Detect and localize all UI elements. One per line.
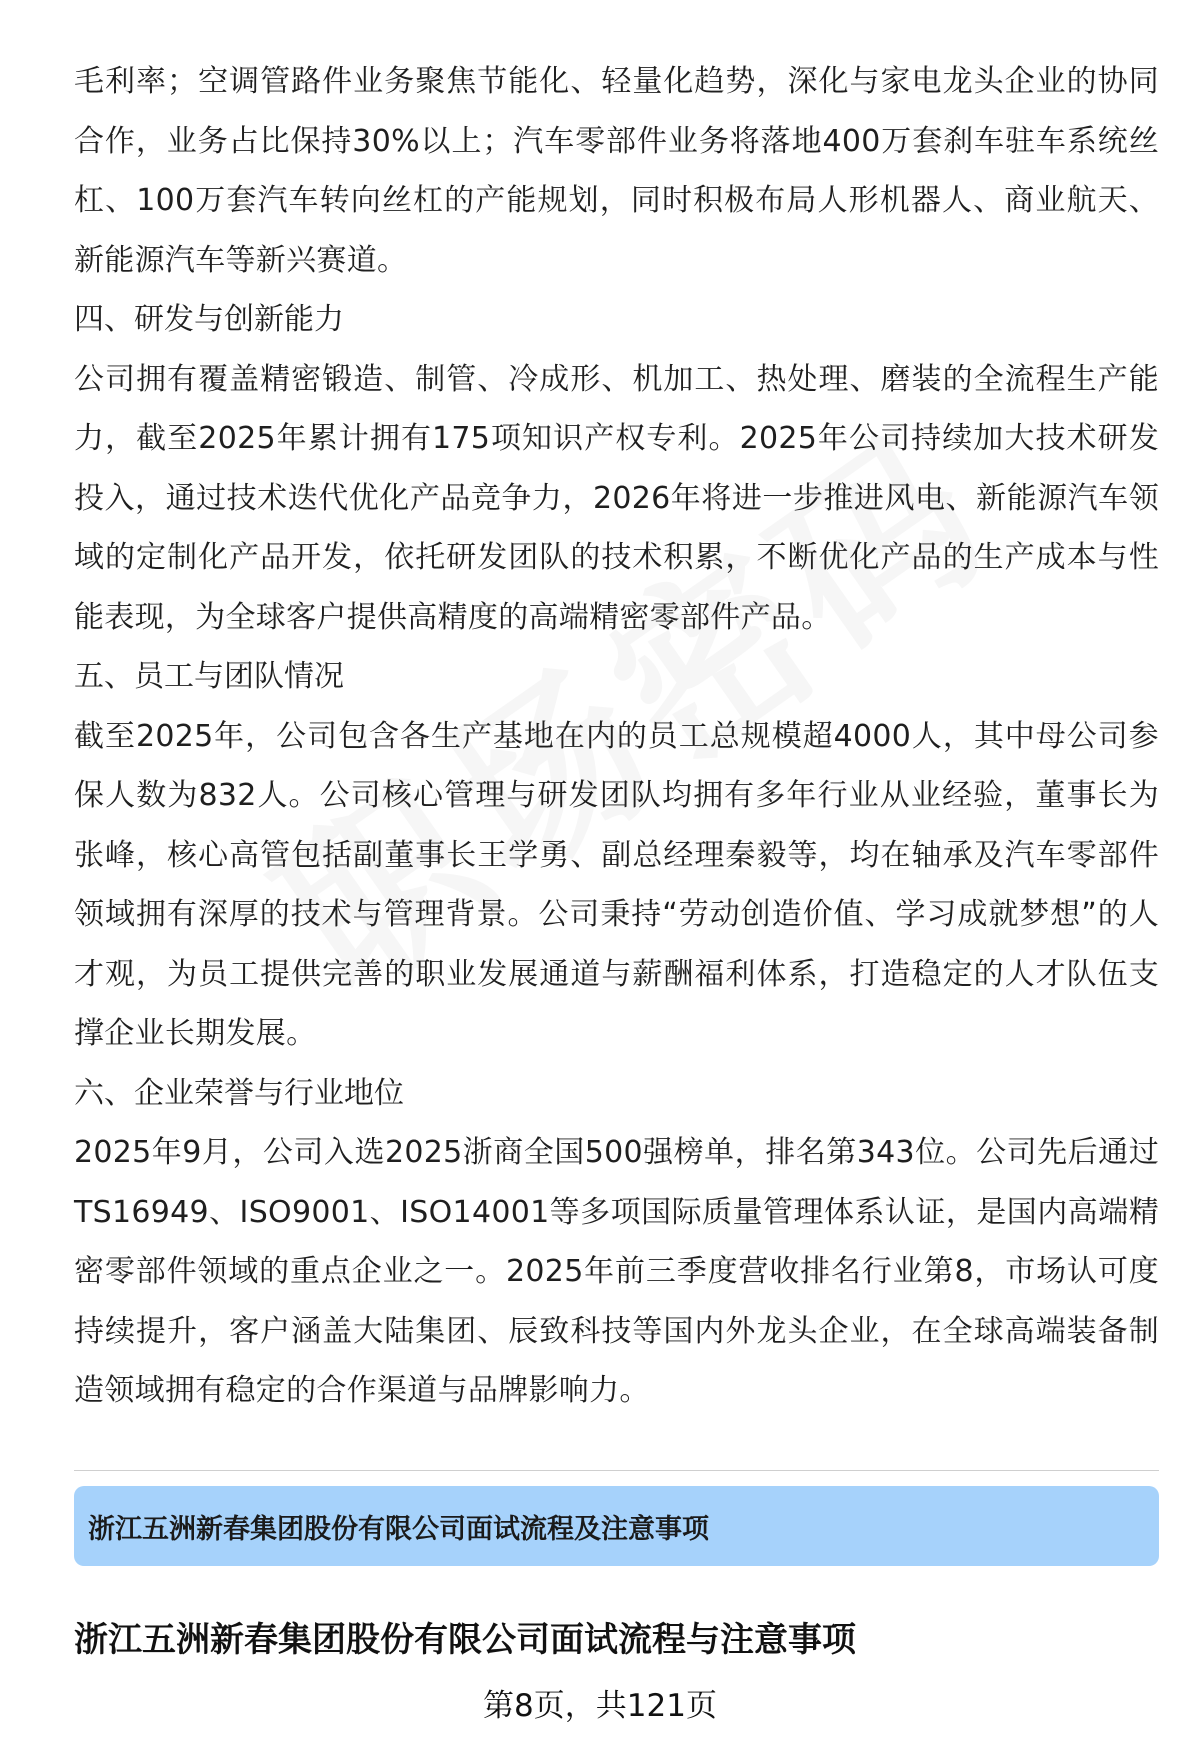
page-number: 第8页，共121页 <box>483 1688 717 1724</box>
paragraph-staff-team: 截至2025年，公司包含各生产基地在内的员工总规模超4000人，其中母公司参保人数为832人。公司核心管理与研发团队均拥有多年行业从业经验，董事长为张峰，核心高管包括副董事长王学勇、副总经理秦毅等，均在轴承及汽车零部件领域拥有深厚的技术与管理背景。公司秉持“劳动创造价值、学习成就梦想”的人才观，为员工提供完善的职业发展通道与薪酬福利体系，打造稳定的人才队伍支撑企业长期发展。 <box>74 718 1159 1051</box>
paragraph-rd-innovation: 公司拥有覆盖精密锻造、制管、冷成形、机加工、热处理、磨装的全流程生产能力，截至2025年累计拥有175项知识产权专利。2025年公司持续加大技术研发投入，通过技术迭代优化产品竞争力，2026年将进一步推进风电、新能源汽车领域的定制化产品开发，依托研发团队的技术积累，不断优化产品的生产成本与性能表现，为全球客户提供高精度的高端精密零部件产品。 <box>74 361 1159 635</box>
paragraph-honors-status: 2025年9月，公司入选2025浙商全国500强榜单，排名第343位。公司先后通过TS16949、ISO9001、ISO14001等多项国际质量管理体系认证，是国内高端精密零部件领域的重点企业之一。2025年前三季度营收排名行业第8，市场认可度持续提升，客户涵盖大陆集团、辰致科技等国内外龙头企业，在全球高端装备制造领域拥有稳定的合作渠道与品牌影响力。 <box>74 1135 1159 1408</box>
section-divider <box>74 1470 1159 1471</box>
section-banner <box>74 1486 1159 1566</box>
document-body <box>74 52 1159 1421</box>
section-title: 浙江五洲新春集团股份有限公司面试流程与注意事项 <box>74 1620 856 1660</box>
paragraph-business-outlook: 毛利率；空调管路件业务聚焦节能化、轻量化趋势，深化与家电龙头企业的协同合作，业务占比保持30%以上；汽车零部件业务将落地400万套刹车驻车系统丝杠、100万套汽车转向丝杠的产能规划，同时积极布局人形机器人、商业航天、新能源汽车等新兴赛道。 <box>74 64 1159 278</box>
heading-rd-innovation: 四、研发与创新能力 <box>74 302 344 337</box>
banner-title: 浙江五洲新春集团股份有限公司面试流程及注意事项 <box>88 1513 709 1545</box>
heading-staff-team: 五、员工与团队情况 <box>74 659 344 694</box>
heading-honors-status: 六、企业荣誉与行业地位 <box>74 1075 404 1111</box>
